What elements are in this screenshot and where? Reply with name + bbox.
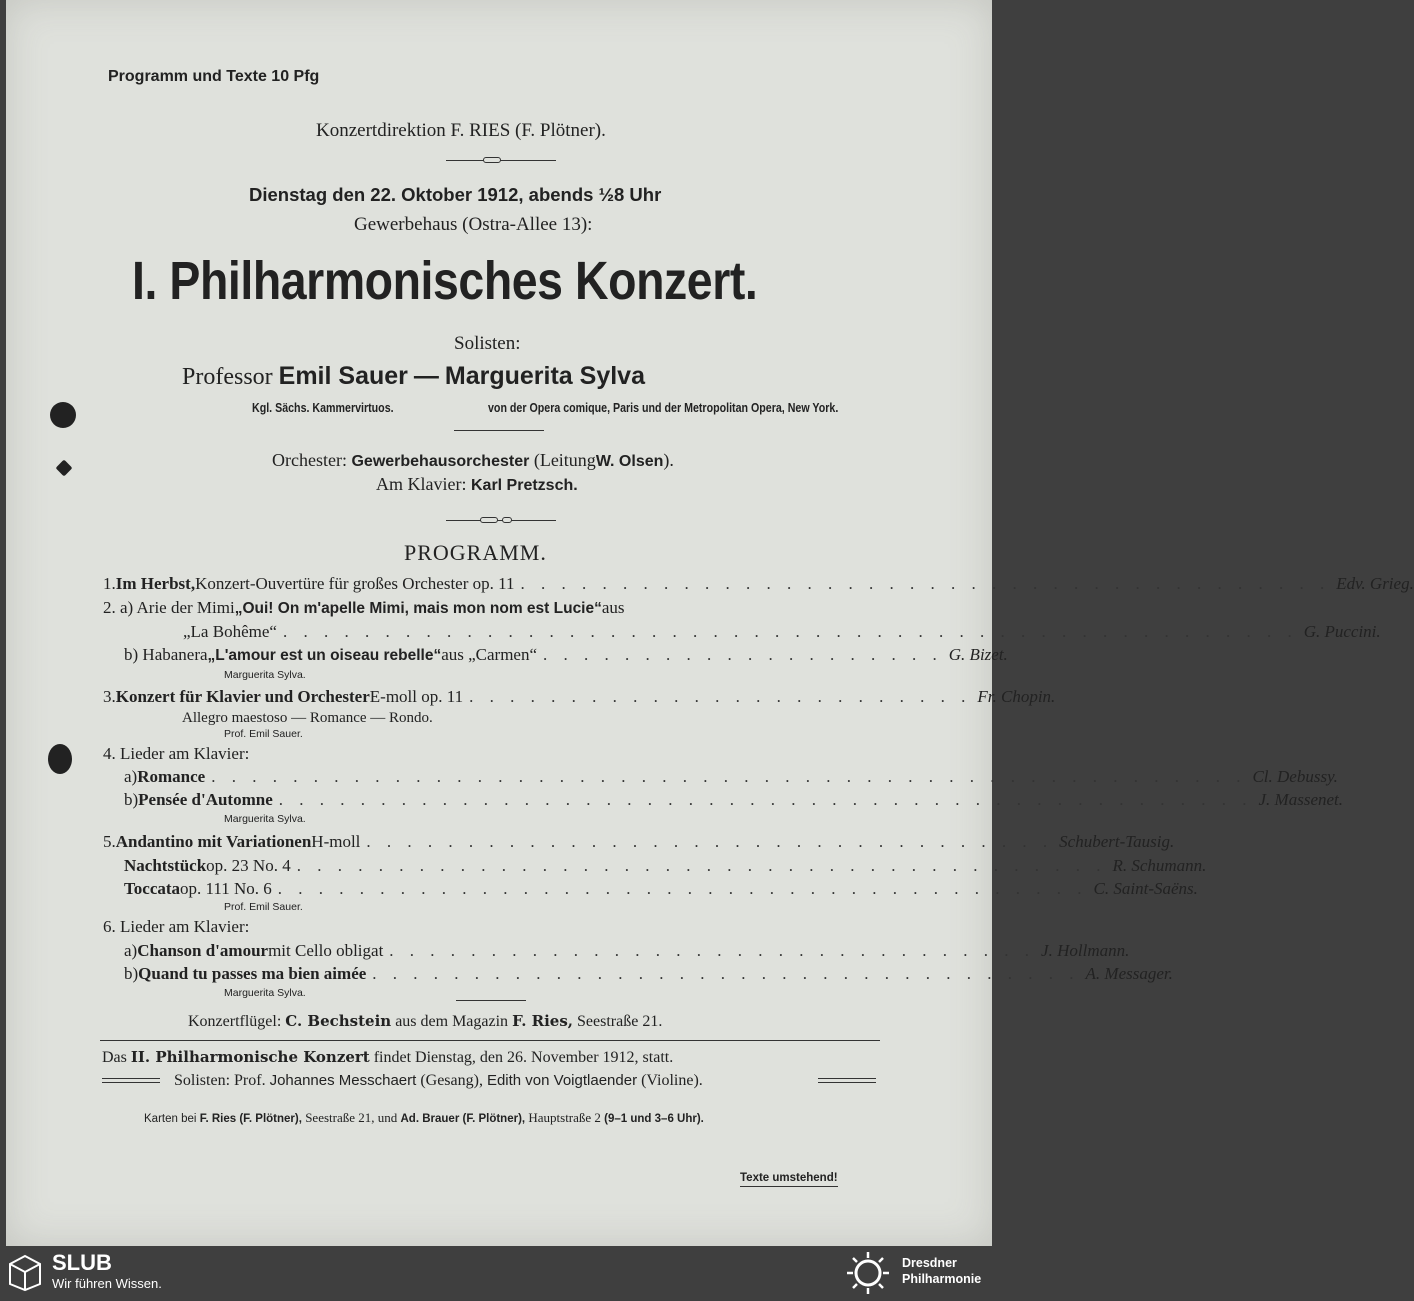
- opera-name: „La Bohême“: [183, 622, 277, 641]
- work-title: Nachtstück: [124, 856, 207, 875]
- next-post: findet Dienstag, den 26. November 1912, statt.: [373, 1049, 674, 1066]
- performer-note: Marguerita Sylva.: [224, 669, 306, 681]
- next-soloist2: Edith von Voigtlaender: [486, 1072, 638, 1089]
- composer: R. Schumann.: [1112, 856, 1207, 875]
- composer: J. Hollmann.: [1041, 941, 1130, 960]
- orchestra-label: Orchester:: [272, 450, 347, 470]
- work-detail: H-moll: [311, 832, 361, 851]
- leader-dots: . . . . . . . . . . . . . . . . . . . . . . . . . . . . . . . . . . .: [372, 964, 1080, 983]
- double-rule: [102, 1078, 160, 1079]
- performer-note: Prof. Emil Sauer.: [224, 901, 303, 913]
- price-note: Programm und Texte 10 Pfg: [108, 68, 320, 85]
- double-rule: [102, 1082, 160, 1083]
- pianist-name: Karl Pretzsch.: [470, 477, 578, 494]
- work-title: „L'amour est un oiseau rebelle“: [207, 647, 442, 664]
- punch-hole: [56, 460, 73, 477]
- work-detail: Konzert-Ouvertüre für großes Orchester op. 11: [195, 574, 515, 593]
- work-title: Romance: [137, 767, 206, 786]
- leitung-close: ).: [663, 450, 674, 470]
- item-number: 3.: [103, 687, 116, 706]
- program-item-6b: [124, 964, 1173, 988]
- bechstein-label: Konzertflügel:: [188, 1013, 282, 1030]
- footer-bar: [0, 1246, 1000, 1298]
- leader-dots: . . . . . . . . . . . . . . . . . . . . . . . . . . . . . . . . . .: [366, 832, 1054, 851]
- program-item-2b: [124, 645, 1008, 669]
- work-detail: E-moll op. 11: [369, 687, 464, 706]
- tickets-label: Karten bei: [144, 1113, 197, 1125]
- item-heading: 6. Lieder am Klavier:: [103, 917, 250, 936]
- item-letter: b): [124, 790, 139, 809]
- movements: Allegro maestoso — Romance — Rondo.: [182, 710, 433, 726]
- concert-date: Dienstag den 22. Oktober 1912, abends ½8 Uhr: [249, 184, 662, 205]
- agency-line: Konzertdirektion F. RIES (F. Plötner).: [316, 120, 606, 141]
- philharmonie-logo-icon: [842, 1250, 894, 1296]
- leader-dots: . . . . . . . . . . . . . . . . . . . . . . . . . . . . . . . . . . . . . . . . . . . . . . . . . .: [282, 622, 1298, 641]
- divider: [446, 520, 556, 521]
- program-item-5b: [124, 856, 1207, 880]
- punch-hole: [48, 744, 72, 774]
- soloist1-title: Kgl. Sächs. Kammervirtuos.: [252, 400, 394, 415]
- divider-ornament: [502, 517, 512, 523]
- leader-dots: . . . . . . . . . . . . . . . . . . . . . . . . . . . . . . . . . . . . . . . . . . . . . . . .: [278, 790, 1253, 809]
- composer: Cl. Debussy.: [1252, 767, 1338, 786]
- leitung-label: (Leitung: [533, 450, 596, 470]
- work-title: Chanson d'amour: [137, 941, 269, 960]
- bechstein-brand: C. Bechstein: [285, 1012, 392, 1030]
- program-item-2a: [103, 598, 848, 622]
- item-letter: a): [124, 941, 138, 960]
- bechstein-address: Seestraße 21.: [577, 1013, 663, 1030]
- next-concert-title: II. Philharmonische Konzert: [130, 1048, 370, 1066]
- program-sheet: [6, 0, 1414, 1246]
- divider: [446, 160, 556, 161]
- composer: Fr. Chopin.: [977, 687, 1056, 706]
- philharmonie-line1: Dresdner: [902, 1256, 957, 1270]
- double-rule: [818, 1082, 876, 1083]
- program-item-5: [103, 832, 1175, 856]
- divider: [100, 1040, 880, 1041]
- item-number: 2. a) Arie der Mimi: [103, 598, 235, 617]
- work-detail: aus: [601, 598, 625, 617]
- composer: C. Saint-Saëns.: [1093, 879, 1198, 898]
- performer-note: Marguerita Sylva.: [224, 813, 306, 825]
- program-heading: PROGRAMM.: [404, 540, 547, 565]
- tickets-shop1: F. Ries (F. Plötner),: [199, 1113, 302, 1125]
- tickets-shop2: Ad. Brauer (F. Plötner),: [400, 1113, 526, 1125]
- divider: [456, 1000, 526, 1001]
- composer: A. Messager.: [1085, 964, 1173, 983]
- performer-note: Marguerita Sylva.: [224, 987, 306, 999]
- conductor-name: W. Olsen: [595, 453, 664, 470]
- program-item-2a-cont: [183, 622, 1381, 646]
- tickets-hours: (9–1 und 3–6 Uhr).: [604, 1113, 704, 1125]
- double-rule: [818, 1078, 876, 1079]
- work-detail: op. 23 No. 4: [206, 856, 291, 875]
- work-title: Toccata: [124, 879, 181, 898]
- soloists-label: Solisten:: [454, 333, 521, 354]
- next-soloists-line: [174, 1072, 703, 1090]
- slub-tagline: Wir führen Wissen.: [52, 1276, 162, 1291]
- performer-note: Prof. Emil Sauer.: [224, 728, 303, 740]
- orchestra-name: Gewerbehausorchester: [351, 453, 530, 470]
- next-concert-line: [102, 1048, 673, 1067]
- soloists-line: [182, 362, 645, 391]
- slub-title: SLUB: [52, 1250, 112, 1275]
- item-letter: b): [124, 964, 139, 983]
- composer: Edv. Grieg.: [1336, 574, 1414, 593]
- item-number: 5.: [103, 832, 116, 851]
- concert-venue: Gewerbehaus (Ostra-Allee 13):: [354, 214, 593, 235]
- punch-hole: [50, 402, 76, 428]
- next-soloists-label: Solisten: Prof.: [174, 1072, 266, 1089]
- program-item-5c: [124, 879, 1198, 903]
- composer: J. Massenet.: [1258, 790, 1344, 809]
- item-letter: a): [124, 767, 138, 786]
- next-role1: (Gesang),: [420, 1072, 483, 1089]
- work-title: Andantino mit Variationen: [115, 832, 312, 851]
- soloist-marguerita-sylva: Marguerita Sylva: [444, 362, 645, 390]
- leader-dots: . . . . . . . . . . . . . . . . . . . . . . . . . . . . . . . . . . . . . . . .: [277, 879, 1088, 898]
- soloist-dash: —: [413, 362, 439, 390]
- bechstein-mid: aus dem Magazin: [395, 1013, 509, 1030]
- work-title: Im Herbst,: [115, 574, 196, 593]
- leader-dots: . . . . . . . . . . . . . . . . . . . . . . . . . . . . . . . . . . . . . . . .: [520, 574, 1331, 593]
- program-item-4: [103, 744, 848, 768]
- work-detail: aus „Carmen“: [441, 645, 538, 664]
- texte-note: Texte umstehend!: [740, 1172, 838, 1187]
- work-title: Quand tu passes ma bien aimée: [138, 964, 367, 983]
- piano-label: Am Klavier:: [376, 474, 467, 494]
- next-soloist1: Johannes Messchaert: [269, 1072, 417, 1089]
- divider-ornament: [480, 517, 498, 523]
- program-item-6: [103, 917, 848, 941]
- work-title: „Oui! On m'apelle Mimi, mais mon nom est Lucie“: [234, 600, 602, 617]
- orchestra-line: [272, 450, 674, 471]
- work-detail: mit Cello obligat: [268, 941, 384, 960]
- bechstein-shop: F. Ries,: [512, 1012, 574, 1030]
- soloist2-title: von der Opera comique, Paris und der Metropolitan Opera, New York.: [488, 400, 839, 415]
- leader-dots: . . . . . . . . . . . . . . . . . . . . . . . . . . . . . . . . . . . . . . . .: [296, 856, 1107, 875]
- soloist-emil-sauer: Emil Sauer: [278, 362, 408, 390]
- leader-dots: . . . . . . . . . . . . . . . . . . . . . . . . .: [469, 687, 972, 706]
- program-item-4a: [124, 767, 1338, 791]
- philharmonie-line2: Philharmonie: [902, 1272, 982, 1286]
- composer: G. Bizet.: [948, 645, 1008, 664]
- item-heading: 4. Lieder am Klavier:: [103, 744, 250, 763]
- program-item-3: [103, 687, 1056, 711]
- leader-dots: . . . . . . . . . . . . . . . . . . . . . . . . . . . . . . . . . . . . . . . . . . . . . . . . . . .: [211, 767, 1247, 786]
- work-title: Konzert für Klavier und Orchester: [115, 687, 370, 706]
- professor-label: Professor: [182, 364, 273, 390]
- composer: G. Puccini.: [1303, 622, 1381, 641]
- program-item-1: [103, 574, 1414, 598]
- concert-title: I. Philharmonisches Konzert.: [132, 251, 758, 311]
- program-item-6a: [124, 941, 1130, 965]
- piano-line: [376, 474, 578, 495]
- bechstein-line: [188, 1012, 662, 1031]
- tickets-addr2: Hauptstraße 2: [528, 1110, 601, 1125]
- leader-dots: . . . . . . . . . . . . . . . . . . . . . . . . . . . . . . . .: [389, 941, 1036, 960]
- next-role2: (Violine).: [641, 1072, 703, 1089]
- item-letter: b) Habanera: [124, 645, 208, 664]
- work-detail: op. 111 No. 6: [180, 879, 272, 898]
- leader-dots: . . . . . . . . . . . . . . . . . . . .: [543, 645, 943, 664]
- divider: [454, 430, 544, 431]
- item-number: 1.: [103, 574, 116, 593]
- next-pre: Das: [102, 1049, 127, 1066]
- tickets-line: [144, 1110, 704, 1126]
- slub-logo-icon: [8, 1254, 42, 1292]
- program-item-4b: [124, 790, 1344, 814]
- tickets-addr1: Seestraße 21, und: [305, 1110, 398, 1125]
- composer: Schubert-Tausig.: [1059, 832, 1175, 851]
- divider-ornament: [483, 157, 501, 163]
- work-title: Pensée d'Automne: [138, 790, 273, 809]
